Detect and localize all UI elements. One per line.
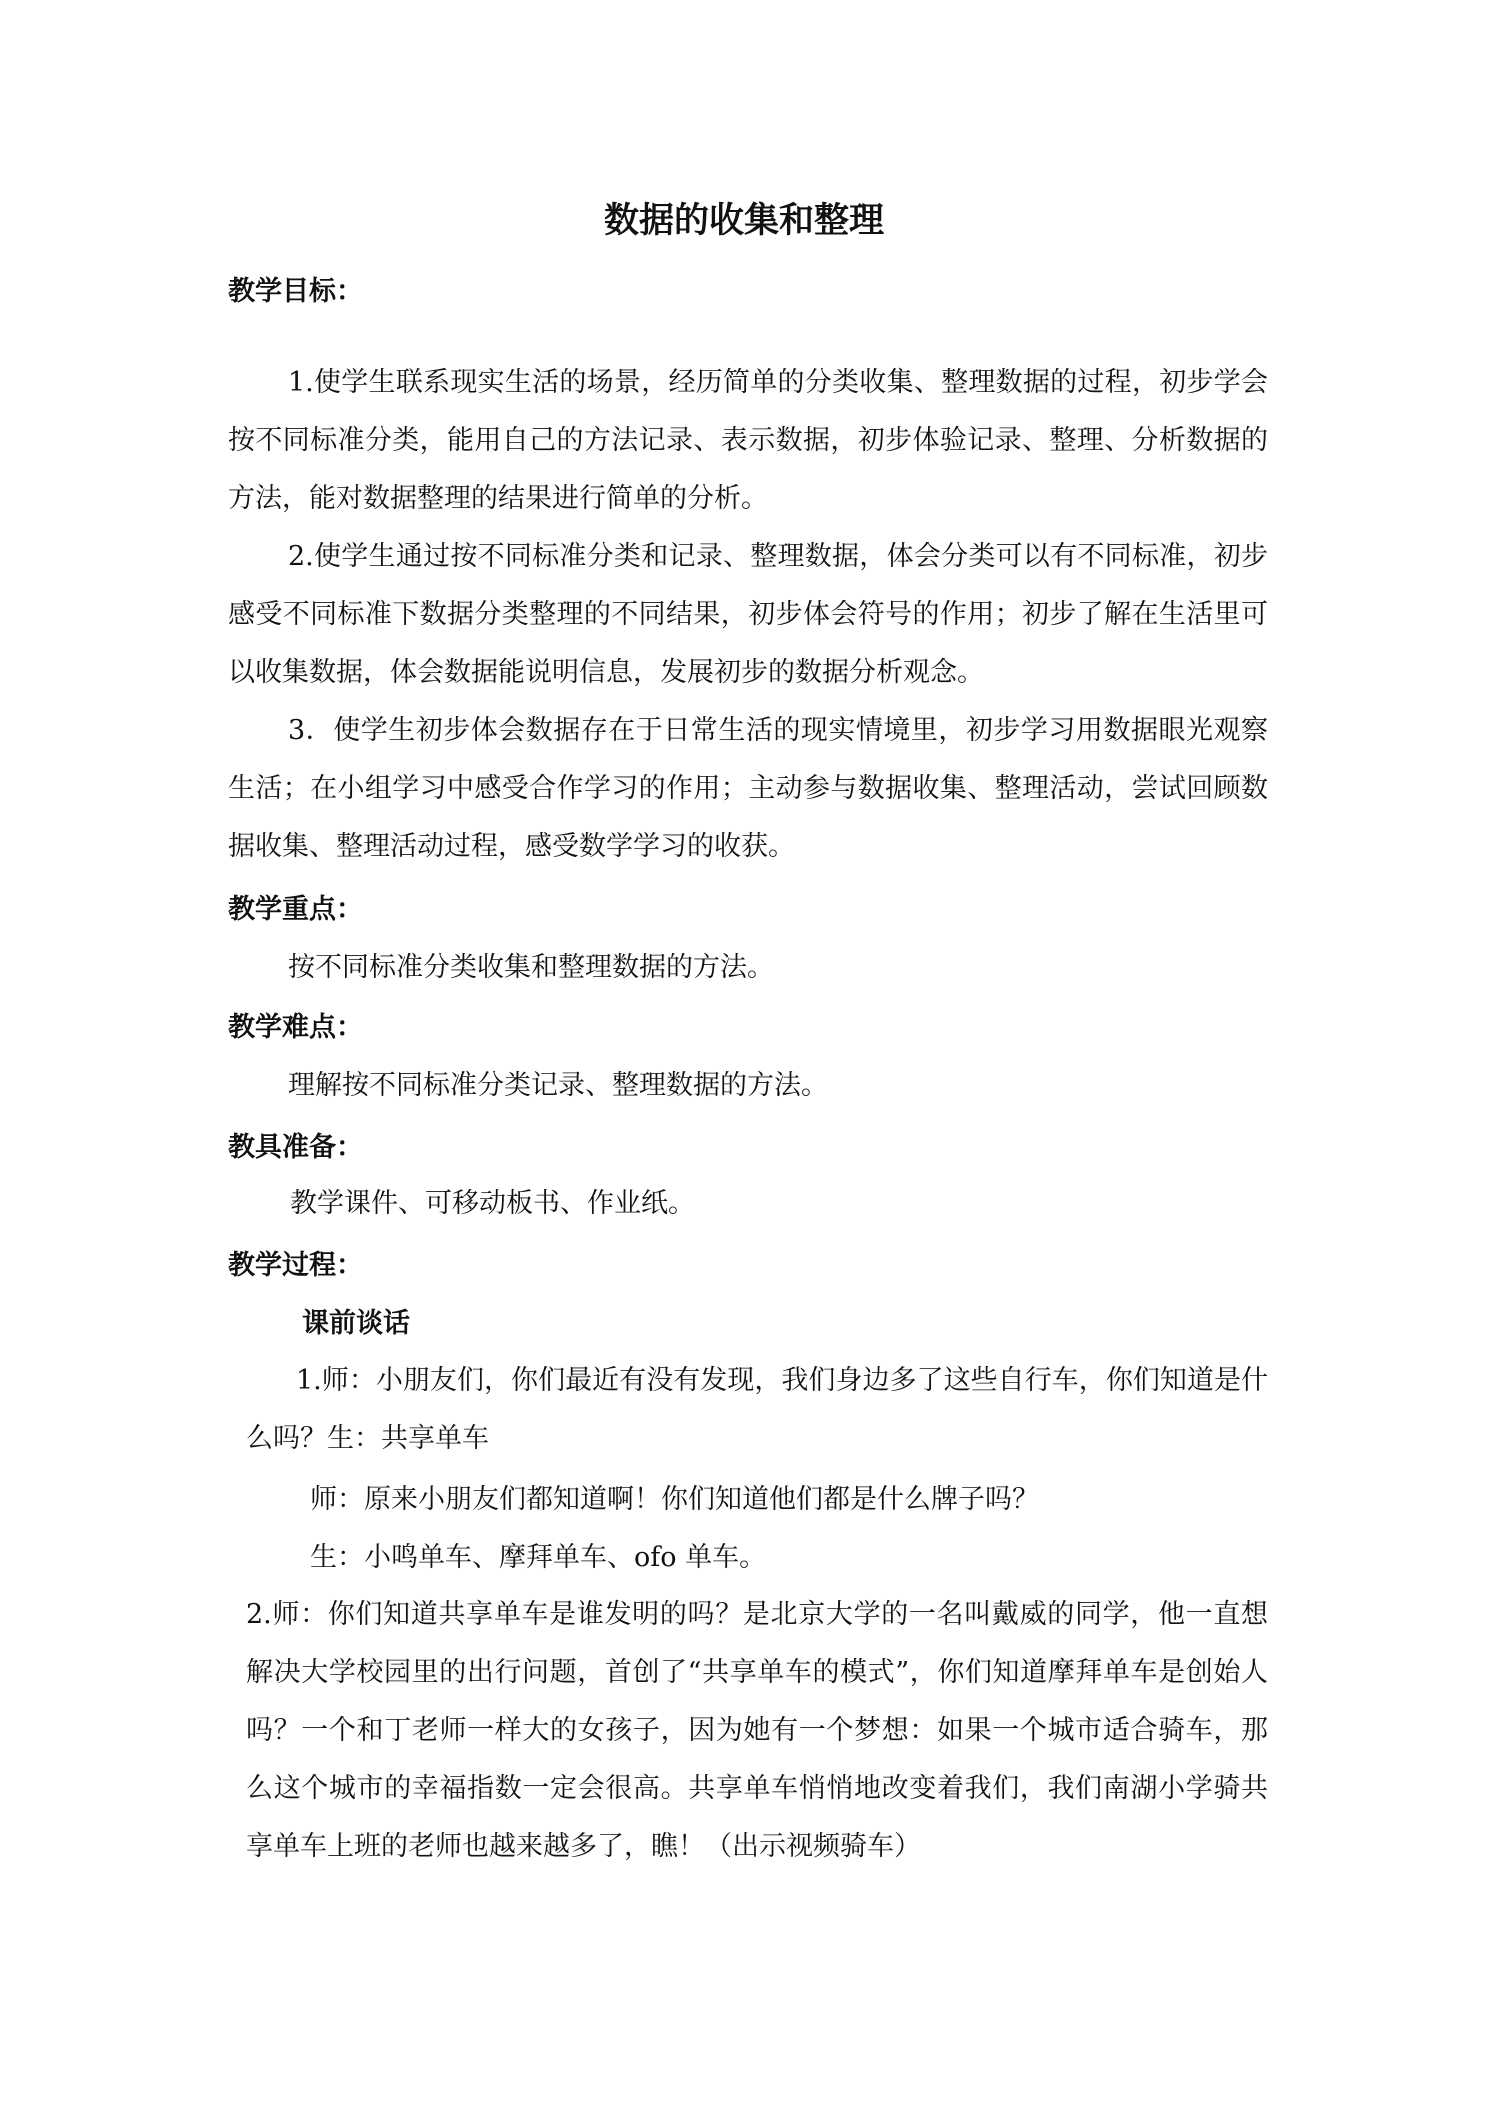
process-subheading: 课前谈话 (302, 1308, 410, 1339)
materials-heading: 教具准备： (228, 1132, 363, 1163)
difficulties-heading: 教学难点： (228, 1012, 363, 1043)
key-points-heading: 教学重点： (228, 894, 363, 925)
objective-item-1: 1.使学生联系现实生活的场景，经历简单的分类收集、整理数据的过程，初步学会按不同标准分类，能用自己的方法记录、表示数据，初步体验记录、整理、分析数据的方法，能对数据整理的结果进行简单的分析。 (228, 367, 1268, 514)
process-paragraph-2: 师：原来小朋友们都知道啊！你们知道他们都是什么牌子吗？ (310, 1484, 1039, 1515)
process-paragraph-1: 1.师：小朋友们，你们最近有没有发现，我们身边多了这些自行车，你们知道是什么吗？生：共享单车 (246, 1365, 1268, 1454)
process-heading: 教学过程： (228, 1250, 363, 1281)
process-paragraph-4: 2.师：你们知道共享单车是谁发明的吗？是北京大学的一名叫戴威的同学，他一直想解决大学校园里的出行问题，首创了“共享单车的模式”，你们知道摩拜单车是创始人吗？一个和丁老师一样大的女孩子，因为她有一个梦想：如果一个城市适合骑车，那么这个城市的幸福指数一定会很高。共享单车悄悄地改变着我们，我们南湖小学骑共享单车上班的老师也越来越多了，瞧！（出示视频骑车） (246, 1599, 1268, 1862)
objective-item-3: 3．使学生初步体会数据存在于日常生活的现实情境里，初步学习用数据眼光观察生活；在小组学习中感受合作学习的作用；主动参与数据收集、整理活动，尝试回顾数据收集、整理活动过程，感受数学学习的收获。 (228, 715, 1268, 862)
key-points-text: 按不同标准分类收集和整理数据的方法。 (288, 952, 774, 983)
objectives-heading: 教学目标： (228, 276, 363, 307)
materials-text: 教学课件、可移动板书、作业纸。 (290, 1188, 695, 1219)
objective-item-2: 2.使学生通过按不同标准分类和记录、整理数据，体会分类可以有不同标准，初步感受不同标准下数据分类整理的不同结果，初步体会符号的作用；初步了解在生活里可以收集数据，体会数据能说明信息，发展初步的数据分析观念。 (228, 541, 1268, 688)
process-paragraph-3: 生：小鸣单车、摩拜单车、ofo 单车。 (310, 1542, 767, 1573)
document-title: 数据的收集和整理 (603, 201, 884, 241)
difficulties-text: 理解按不同标准分类记录、整理数据的方法。 (288, 1070, 828, 1101)
